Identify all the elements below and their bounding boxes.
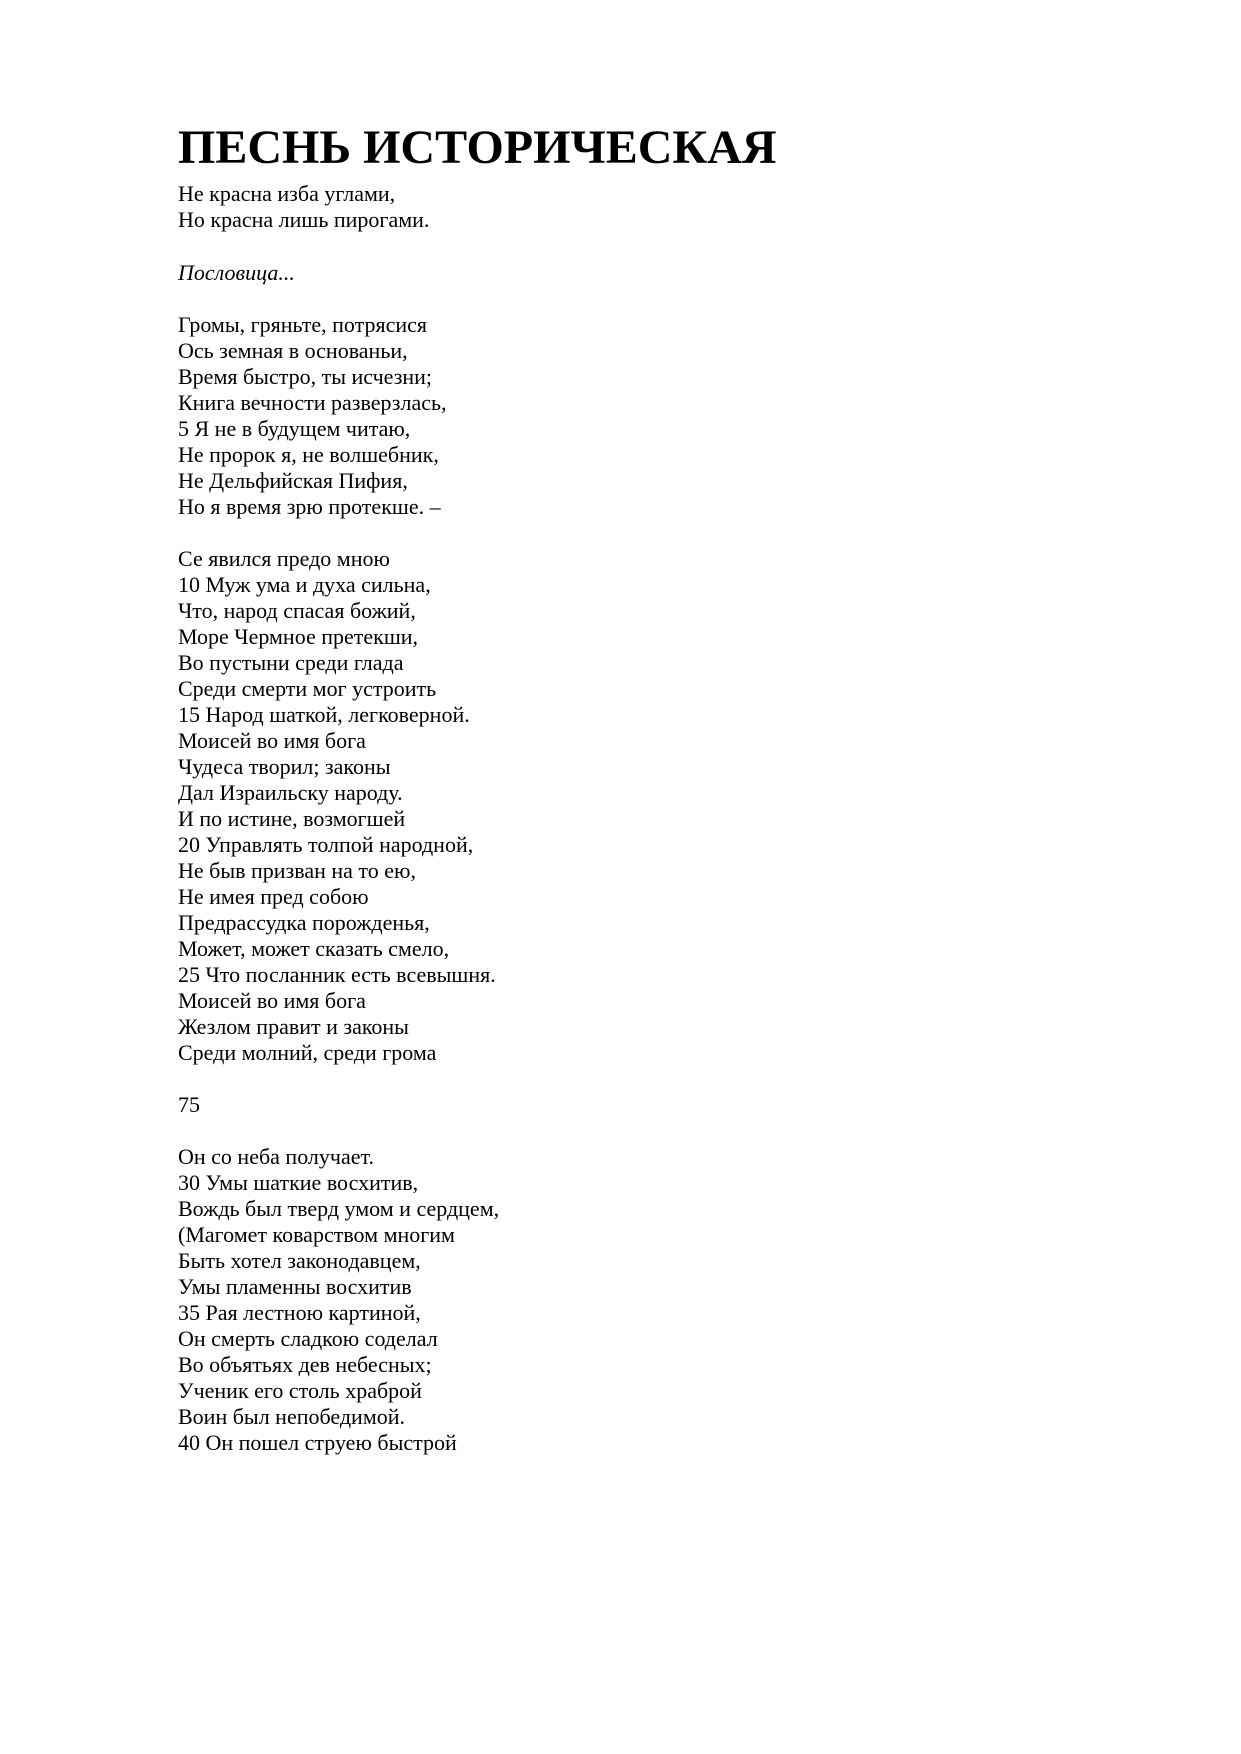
poem-line: Не пророк я, не волшебник, bbox=[178, 442, 439, 467]
poem-line: Ось земная в основаньи, bbox=[178, 338, 408, 363]
poem-line: Быть хотел законодавцем, bbox=[178, 1248, 421, 1273]
poem-line: И по истине, возмогшей bbox=[178, 806, 406, 831]
poem-line: Ученик его столь храброй bbox=[178, 1378, 422, 1403]
poem-line: Не быв призван на то ею, bbox=[178, 858, 416, 883]
poem-line: Море Чермное претекши, bbox=[178, 624, 419, 649]
poem-line: Он смерть сладкою соделал bbox=[178, 1326, 438, 1351]
poem-line: Он со неба получает. bbox=[178, 1144, 374, 1169]
poem-line: (Магомет коварством многим bbox=[178, 1222, 455, 1247]
poem-line: Не Дельфийская Пифия, bbox=[178, 468, 408, 493]
poem-line: Вождь был тверд умом и сердцем, bbox=[178, 1196, 500, 1221]
poem-line: Жезлом правит и законы bbox=[178, 1014, 409, 1039]
epigraph-line: Не красна изба углами, bbox=[178, 181, 396, 206]
poem-line: 35 Рая лестною картиной, bbox=[178, 1300, 421, 1325]
poem-line: Но я время зрю протекше. – bbox=[178, 494, 441, 519]
poem-line: Книга вечности разверзлась, bbox=[178, 390, 447, 415]
poem-line: Время быстро, ты исчезни; bbox=[178, 364, 433, 389]
poem-line: Среди смерти мог устроить bbox=[178, 676, 437, 701]
poem-line: Во пустыни среди глада bbox=[178, 650, 404, 675]
poem-line: Не имея пред собою bbox=[178, 884, 369, 909]
poem-line: Предрассудка порожденья, bbox=[178, 910, 430, 935]
page-number: 75 bbox=[178, 1092, 200, 1117]
poem-line: Се явился предо мною bbox=[178, 546, 390, 571]
epigraph-line: Но красна лишь пирогами. bbox=[178, 207, 430, 232]
poem-line: 5 Я не в будущем читаю, bbox=[178, 416, 411, 441]
poem-line: Чудеса творил; законы bbox=[178, 754, 391, 779]
poem-line: Воин был непобедимой. bbox=[178, 1404, 406, 1429]
poem-line: Умы пламенны восхитив bbox=[178, 1274, 412, 1299]
poem-line: 40 Он пошел струею быстрой bbox=[178, 1430, 457, 1455]
poem-line: Дал Израильску народу. bbox=[178, 780, 403, 805]
poem-line: 30 Умы шаткие восхитив, bbox=[178, 1170, 419, 1195]
poem-line: Моисей во имя бога bbox=[178, 728, 366, 753]
poem-line: Моисей во имя бога bbox=[178, 988, 366, 1013]
poem-line: Среди молний, среди грома bbox=[178, 1040, 437, 1065]
poem-line: 10 Муж ума и духа сильна, bbox=[178, 572, 431, 597]
poem-line: 20 Управлять толпой народной, bbox=[178, 832, 474, 857]
poem-line: Громы, гряньте, потрясися bbox=[178, 312, 428, 337]
poem-title: ПЕСНЬ ИСТОРИЧЕСКАЯ bbox=[178, 121, 777, 174]
poem-line: Во объятьях дев небесных; bbox=[178, 1352, 432, 1377]
poem-line: 15 Народ шаткой, легковерной. bbox=[178, 702, 470, 727]
poem-line: 25 Что посланник есть всевышня. bbox=[178, 962, 496, 987]
poem-line: Может, может сказать смело, bbox=[178, 936, 450, 961]
poem-line: Что, народ спасая божий, bbox=[178, 598, 416, 623]
epigraph-source: Пословица... bbox=[178, 260, 295, 285]
